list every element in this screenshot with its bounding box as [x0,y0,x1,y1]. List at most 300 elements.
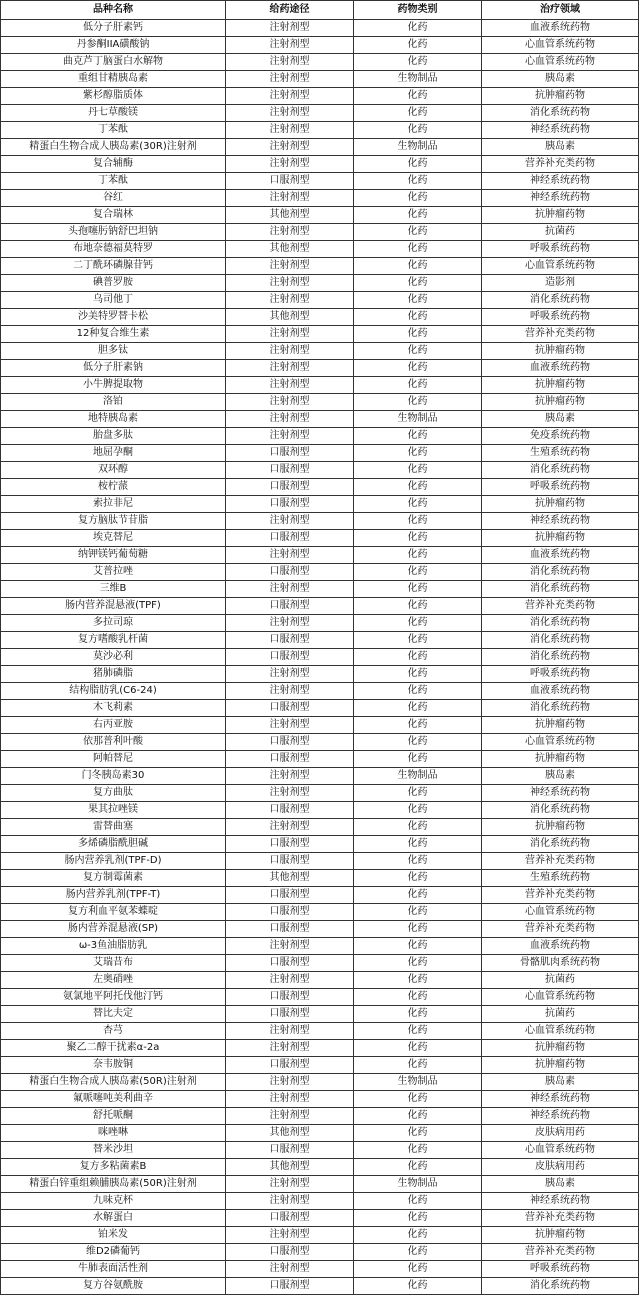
therapeutic-area-cell: 胰岛素 [482,1176,639,1193]
therapeutic-area-cell: 骨骼肌肉系统药物 [482,955,639,972]
table-row [1,292,639,309]
table-row [1,615,639,632]
header-row [1,1,639,20]
category-cell: 化药 [354,802,482,819]
drug-name-cell: 乌司他丁 [1,292,226,309]
route-cell: 注射剂型 [226,377,354,394]
table-row [1,819,639,836]
drug-name-cell: 牛肺表面活性剂 [1,1261,226,1278]
route-cell: 注射剂型 [226,54,354,71]
therapeutic-area-cell: 心血管系统药物 [482,989,639,1006]
category-cell: 化药 [354,1227,482,1244]
therapeutic-area-cell: 消化系统药物 [482,1278,639,1295]
drug-name-cell: 紫杉醇脂质体 [1,88,226,105]
therapeutic-area-cell: 抗菌药 [482,224,639,241]
route-cell: 注射剂型 [226,326,354,343]
category-cell: 化药 [354,683,482,700]
drug-name-cell: 氟哌噻吨美利曲辛 [1,1091,226,1108]
category-cell: 化药 [354,1040,482,1057]
route-cell: 注射剂型 [226,411,354,428]
drug-name-cell: 咪唑啉 [1,1125,226,1142]
therapeutic-area-cell: 抗肿瘤药物 [482,207,639,224]
table-row [1,1091,639,1108]
table-row [1,207,639,224]
route-cell: 注射剂型 [226,190,354,207]
table-row [1,1057,639,1074]
therapeutic-area-cell: 神经系统药物 [482,1091,639,1108]
drug-name-cell: 多烯磷脂酰胆碱 [1,836,226,853]
therapeutic-area-cell: 抗肿瘤药物 [482,394,639,411]
drug-name-cell: 低分子肝素钠 [1,360,226,377]
table-row [1,513,639,530]
drug-name-cell: 重组甘精胰岛素 [1,71,226,88]
table-row [1,1244,639,1261]
drug-name-cell: 氨氯地平阿托伐他汀钙 [1,989,226,1006]
table-row [1,445,639,462]
therapeutic-area-cell: 呼吸系统药物 [482,479,639,496]
route-cell: 注射剂型 [226,1091,354,1108]
route-cell: 口服剂型 [226,1244,354,1261]
therapeutic-area-cell: 皮肤病用药 [482,1125,639,1142]
category-cell: 化药 [354,309,482,326]
drug-name-cell: 结构脂肪乳(C6-24) [1,683,226,700]
route-cell: 注射剂型 [226,581,354,598]
category-cell: 化药 [354,853,482,870]
category-cell: 化药 [354,972,482,989]
route-cell: 其他剂型 [226,1159,354,1176]
table-row [1,1278,639,1295]
drug-name-cell: 胎盘多肽 [1,428,226,445]
therapeutic-area-cell: 消化系统药物 [482,836,639,853]
table-row [1,632,639,649]
category-cell: 化药 [354,428,482,445]
table-row [1,972,639,989]
drug-name-cell: 地屈孕酮 [1,445,226,462]
table-row [1,377,639,394]
therapeutic-area-cell: 神经系统药物 [482,513,639,530]
drug-name-cell: 肠内营养混悬液(TPF) [1,598,226,615]
therapeutic-area-cell: 消化系统药物 [482,615,639,632]
therapeutic-area-cell: 神经系统药物 [482,122,639,139]
route-cell: 注射剂型 [226,972,354,989]
route-cell: 注射剂型 [226,547,354,564]
therapeutic-area-cell: 消化系统药物 [482,462,639,479]
drug-name-cell: 依那普利叶酸 [1,734,226,751]
table-row [1,802,639,819]
category-cell: 化药 [354,445,482,462]
table-row [1,258,639,275]
table-row [1,955,639,972]
category-cell: 化药 [354,20,482,37]
category-cell: 生物制品 [354,139,482,156]
category-cell: 化药 [354,530,482,547]
table-body [1,20,639,1295]
table-row [1,1125,639,1142]
therapeutic-area-cell: 抗肿瘤药物 [482,377,639,394]
therapeutic-area-cell: 神经系统药物 [482,785,639,802]
therapeutic-area-cell: 抗菌药 [482,1006,639,1023]
drug-name-cell: 洛铂 [1,394,226,411]
table-row [1,54,639,71]
table-row [1,1159,639,1176]
drug-name-cell: 埃克替尼 [1,530,226,547]
table-row [1,649,639,666]
table-row [1,394,639,411]
drug-name-cell: 替比夫定 [1,1006,226,1023]
therapeutic-area-cell: 心血管系统药物 [482,258,639,275]
category-cell: 化药 [354,870,482,887]
route-cell: 注射剂型 [226,122,354,139]
category-cell: 生物制品 [354,71,482,88]
route-cell: 口服剂型 [226,1210,354,1227]
category-cell: 化药 [354,700,482,717]
route-cell: 口服剂型 [226,887,354,904]
category-cell: 化药 [354,207,482,224]
route-cell: 注射剂型 [226,139,354,156]
drug-name-cell: 碘普罗胺 [1,275,226,292]
category-cell: 化药 [354,564,482,581]
route-cell: 其他剂型 [226,207,354,224]
category-cell: 化药 [354,921,482,938]
drug-name-cell: 雷替曲塞 [1,819,226,836]
therapeutic-area-cell: 血液系统药物 [482,683,639,700]
category-cell: 化药 [354,377,482,394]
therapeutic-area-cell: 血液系统药物 [482,20,639,37]
route-cell: 口服剂型 [226,530,354,547]
route-cell: 注射剂型 [226,1108,354,1125]
therapeutic-area-cell: 胰岛素 [482,139,639,156]
route-cell: 注射剂型 [226,768,354,785]
route-cell: 口服剂型 [226,921,354,938]
table-row [1,1227,639,1244]
route-cell: 注射剂型 [226,1227,354,1244]
drug-name-cell: 肠内营养乳剂(TPF-T) [1,887,226,904]
category-cell: 化药 [354,54,482,71]
therapeutic-area-cell: 神经系统药物 [482,1193,639,1210]
therapeutic-area-cell: 营养补充类药物 [482,598,639,615]
route-cell: 注射剂型 [226,1261,354,1278]
therapeutic-area-cell: 神经系统药物 [482,173,639,190]
header-route: 给药途径 [226,1,354,20]
table-row [1,224,639,241]
route-cell: 注射剂型 [226,394,354,411]
drug-name-cell: 丁苯酞 [1,122,226,139]
therapeutic-area-cell: 胰岛素 [482,768,639,785]
drug-name-cell: 复方曲肽 [1,785,226,802]
route-cell: 口服剂型 [226,564,354,581]
category-cell: 化药 [354,1142,482,1159]
route-cell: 注射剂型 [226,224,354,241]
table-row [1,1261,639,1278]
table-row [1,479,639,496]
category-cell: 化药 [354,547,482,564]
route-cell: 口服剂型 [226,1057,354,1074]
route-cell: 口服剂型 [226,955,354,972]
drug-name-cell: 肠内营养乳剂(TPF-D) [1,853,226,870]
table-row [1,921,639,938]
route-cell: 其他剂型 [226,1125,354,1142]
category-cell: 化药 [354,1210,482,1227]
category-cell: 化药 [354,122,482,139]
header-drug-name: 品种名称 [1,1,226,20]
route-cell: 口服剂型 [226,751,354,768]
route-cell: 注射剂型 [226,683,354,700]
therapeutic-area-cell: 消化系统药物 [482,292,639,309]
drug-name-cell: 维D2磷葡钙 [1,1244,226,1261]
route-cell: 注射剂型 [226,819,354,836]
drug-name-cell: 水解蛋白 [1,1210,226,1227]
category-cell: 化药 [354,581,482,598]
route-cell: 注射剂型 [226,275,354,292]
drug-name-cell: 沙美特罗替卡松 [1,309,226,326]
therapeutic-area-cell: 血液系统药物 [482,360,639,377]
table-row [1,1006,639,1023]
category-cell: 化药 [354,1023,482,1040]
drug-name-cell: 谷红 [1,190,226,207]
therapeutic-area-cell: 营养补充类药物 [482,326,639,343]
drug-name-cell: 丹七草酸镁 [1,105,226,122]
table-row [1,1142,639,1159]
drug-name-cell: 木飞莉素 [1,700,226,717]
table-row [1,428,639,445]
route-cell: 口服剂型 [226,700,354,717]
table-row [1,190,639,207]
therapeutic-area-cell: 营养补充类药物 [482,1210,639,1227]
category-cell: 化药 [354,751,482,768]
drug-name-cell: 纳钾镁钙葡萄糖 [1,547,226,564]
table-row [1,20,639,37]
therapeutic-area-cell: 呼吸系统药物 [482,309,639,326]
therapeutic-area-cell: 营养补充类药物 [482,156,639,173]
therapeutic-area-cell: 胰岛素 [482,71,639,88]
table-row [1,1040,639,1057]
therapeutic-area-cell: 造影剂 [482,275,639,292]
drug-name-cell: 门冬胰岛素30 [1,768,226,785]
category-cell: 化药 [354,326,482,343]
table-row [1,530,639,547]
route-cell: 口服剂型 [226,904,354,921]
category-cell: 化药 [354,513,482,530]
category-cell: 化药 [354,734,482,751]
therapeutic-area-cell: 消化系统药物 [482,700,639,717]
route-cell: 注射剂型 [226,717,354,734]
drug-name-cell: 复方谷氨酰胺 [1,1278,226,1295]
route-cell: 注射剂型 [226,105,354,122]
drug-name-cell: 聚乙二醇干扰素α-2a [1,1040,226,1057]
category-cell: 化药 [354,241,482,258]
table-row [1,581,639,598]
table-row [1,71,639,88]
table-row [1,870,639,887]
drug-name-cell: 复方利血平氨苯蝶啶 [1,904,226,921]
therapeutic-area-cell: 消化系统药物 [482,105,639,122]
therapeutic-area-cell: 心血管系统药物 [482,1023,639,1040]
therapeutic-area-cell: 胰岛素 [482,411,639,428]
route-cell: 口服剂型 [226,1006,354,1023]
route-cell: 注射剂型 [226,1193,354,1210]
table-row [1,989,639,1006]
therapeutic-area-cell: 消化系统药物 [482,802,639,819]
route-cell: 口服剂型 [226,445,354,462]
route-cell: 注射剂型 [226,1023,354,1040]
drug-name-cell: 复方制霉菌素 [1,870,226,887]
route-cell: 口服剂型 [226,734,354,751]
route-cell: 口服剂型 [226,836,354,853]
route-cell: 注射剂型 [226,71,354,88]
table-row [1,683,639,700]
drug-name-cell: 复方嗜酸乳杆菌 [1,632,226,649]
drug-name-cell: 九味克杯 [1,1193,226,1210]
table-row [1,173,639,190]
route-cell: 口服剂型 [226,173,354,190]
category-cell: 化药 [354,1193,482,1210]
drug-name-cell: 丹参酮IIA磺酸钠 [1,37,226,54]
route-cell: 注射剂型 [226,666,354,683]
category-cell: 化药 [354,1091,482,1108]
therapeutic-area-cell: 呼吸系统药物 [482,241,639,258]
route-cell: 口服剂型 [226,989,354,1006]
therapeutic-area-cell: 血液系统药物 [482,938,639,955]
category-cell: 化药 [354,105,482,122]
category-cell: 化药 [354,479,482,496]
category-cell: 化药 [354,836,482,853]
category-cell: 化药 [354,598,482,615]
table-row [1,836,639,853]
drug-name-cell: 肠内营养混悬液(SP) [1,921,226,938]
drug-name-cell: 复方多粘菌素B [1,1159,226,1176]
therapeutic-area-cell: 心血管系统药物 [482,37,639,54]
drug-name-cell: 右丙亚胺 [1,717,226,734]
therapeutic-area-cell: 心血管系统药物 [482,54,639,71]
route-cell: 注射剂型 [226,360,354,377]
therapeutic-area-cell: 营养补充类药物 [482,1244,639,1261]
category-cell: 化药 [354,615,482,632]
drug-name-cell: 头孢噻肟钠舒巴坦钠 [1,224,226,241]
table-row [1,768,639,785]
category-cell: 化药 [354,666,482,683]
category-cell: 化药 [354,462,482,479]
therapeutic-area-cell: 神经系统药物 [482,190,639,207]
table-row [1,564,639,581]
table-row [1,700,639,717]
therapeutic-area-cell: 抗肿瘤药物 [482,1227,639,1244]
table-row [1,88,639,105]
therapeutic-area-cell: 抗肿瘤药物 [482,1057,639,1074]
therapeutic-area-cell: 皮肤病用药 [482,1159,639,1176]
route-cell: 口服剂型 [226,598,354,615]
therapeutic-area-cell: 胰岛素 [482,1074,639,1091]
drug-name-cell: 奈韦胺铜 [1,1057,226,1074]
therapeutic-area-cell: 抗肿瘤药物 [482,717,639,734]
table-row [1,1108,639,1125]
category-cell: 化药 [354,1006,482,1023]
drug-name-cell: 布地奈德福莫特罗 [1,241,226,258]
route-cell: 其他剂型 [226,870,354,887]
category-cell: 化药 [354,938,482,955]
therapeutic-area-cell: 营养补充类药物 [482,921,639,938]
drug-name-cell: 精蛋白锌重组赖脯胰岛素(50R)注射剂 [1,1176,226,1193]
category-cell: 化药 [354,1278,482,1295]
therapeutic-area-cell: 消化系统药物 [482,632,639,649]
drug-name-cell: 阿帕替尼 [1,751,226,768]
category-cell: 生物制品 [354,1074,482,1091]
category-cell: 生物制品 [354,411,482,428]
drug-name-cell: 复方脑肽节苷脂 [1,513,226,530]
table-row [1,1023,639,1040]
table-row [1,1193,639,1210]
table-row [1,37,639,54]
table-row [1,1210,639,1227]
header-therapeutic-area: 治疗领域 [482,1,639,20]
drug-name-cell: 二丁酰环磷腺苷钙 [1,258,226,275]
drug-name-cell: 精蛋白生物合成人胰岛素(50R)注射剂 [1,1074,226,1091]
category-cell: 化药 [354,649,482,666]
category-cell: 化药 [354,156,482,173]
table-row [1,717,639,734]
table-row [1,326,639,343]
route-cell: 注射剂型 [226,37,354,54]
route-cell: 注射剂型 [226,343,354,360]
table-row [1,496,639,513]
category-cell: 化药 [354,343,482,360]
category-cell: 化药 [354,1108,482,1125]
category-cell: 化药 [354,292,482,309]
drug-name-cell: 艾普拉唑 [1,564,226,581]
category-cell: 化药 [354,1057,482,1074]
therapeutic-area-cell: 抗肿瘤药物 [482,819,639,836]
table-row [1,105,639,122]
therapeutic-area-cell: 营养补充类药物 [482,887,639,904]
therapeutic-area-cell: 抗肿瘤药物 [482,343,639,360]
therapeutic-area-cell: 抗肿瘤药物 [482,496,639,513]
drug-name-cell: 曲克芦丁脑蛋白水解物 [1,54,226,71]
route-cell: 口服剂型 [226,479,354,496]
table-row [1,275,639,292]
category-cell: 化药 [354,785,482,802]
drug-name-cell: 果其拉唑镁 [1,802,226,819]
drug-name-cell: 索拉非尼 [1,496,226,513]
route-cell: 注射剂型 [226,785,354,802]
category-cell: 化药 [354,1125,482,1142]
table-row [1,343,639,360]
drug-name-cell: 胆多钛 [1,343,226,360]
category-cell: 化药 [354,989,482,1006]
table-row [1,122,639,139]
category-cell: 化药 [354,1244,482,1261]
category-cell: 化药 [354,955,482,972]
drug-name-cell: ω-3鱼油脂肪乳 [1,938,226,955]
drug-name-cell: 左奥硝唑 [1,972,226,989]
drug-name-cell: 精蛋白生物合成人胰岛素(30R)注射剂 [1,139,226,156]
table-row [1,751,639,768]
route-cell: 其他剂型 [226,309,354,326]
category-cell: 化药 [354,258,482,275]
table-row [1,360,639,377]
route-cell: 口服剂型 [226,496,354,513]
drug-name-cell: 猪肺磷脂 [1,666,226,683]
drug-name-cell: 复合瑞林 [1,207,226,224]
category-cell: 化药 [354,224,482,241]
therapeutic-area-cell: 抗肿瘤药物 [482,88,639,105]
table-row [1,241,639,258]
therapeutic-area-cell: 抗菌药 [482,972,639,989]
route-cell: 口服剂型 [226,649,354,666]
therapeutic-area-cell: 营养补充类药物 [482,853,639,870]
therapeutic-area-cell: 消化系统药物 [482,649,639,666]
drug-name-cell: 艾瑞昔布 [1,955,226,972]
drug-name-cell: 三维B [1,581,226,598]
drug-name-cell: 丁苯酞 [1,173,226,190]
